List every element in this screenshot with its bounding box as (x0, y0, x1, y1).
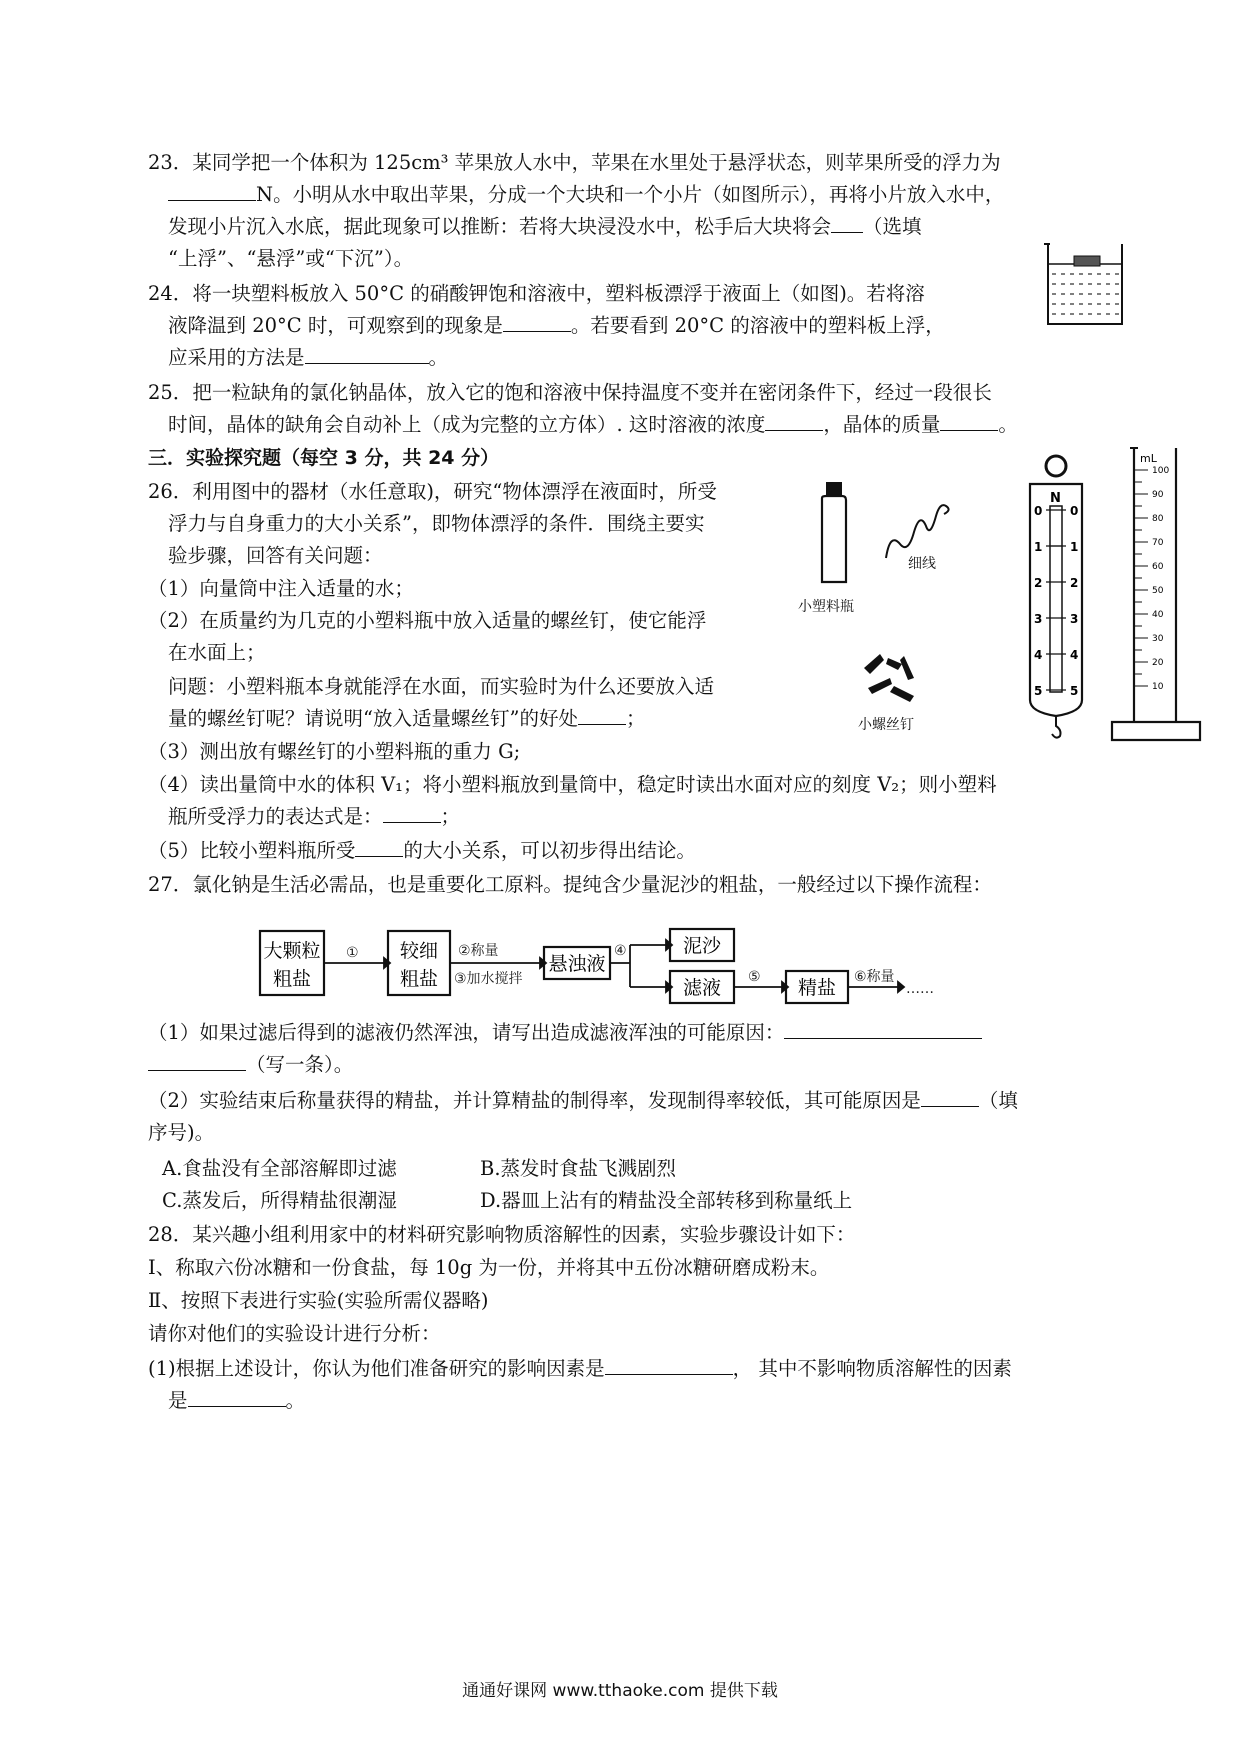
spring-tick-5: 5 (1034, 684, 1043, 698)
q26-step1: （1）向量筒中注入适量的水； (148, 577, 414, 600)
page-footer: 通通好课网 www.tthaoke.com 提供下载 (462, 1681, 778, 1701)
q27-p1b: （写一条）。 (148, 1050, 353, 1080)
q27-p2a: （2）实验结束后称量获得的精盐，并计算精盐的制得率，发现制得率较低，其可能原因是 （填 (148, 1089, 1018, 1112)
string-label: 细线 (908, 556, 936, 572)
flow-box3: 悬浊液 (548, 953, 606, 975)
q25-line1: 25．把一粒缺角的氯化钠晶体，放入它的饱和溶液中保持温度不变并在密闭条件下，经过一段很长 (148, 381, 992, 404)
cyl-tick-80: 80 (1152, 514, 1164, 524)
screws-figure (858, 648, 922, 704)
flow-box1-line2: 粗盐 (272, 968, 312, 990)
blank-big-piece[interactable] (831, 214, 863, 233)
flow-step1: ① (346, 945, 359, 961)
spring-tick-4r: 4 (1070, 648, 1079, 662)
q26-line2: 浮力与自身重力的大小关系”，即物体漂浮的条件．围绕主要实 (168, 512, 705, 535)
spring-tick-1: 1 (1034, 540, 1043, 554)
blank-turbid-reason-2[interactable] (148, 1052, 246, 1071)
q23-line1: 23．某同学把一个体积为 125cm³ 苹果放人水中，苹果在水里处于悬浮状态，则苹果所受的浮力为 (148, 151, 1001, 174)
blank-buoyancy-expression[interactable] (383, 804, 441, 823)
cyl-tick-90: 90 (1152, 490, 1164, 500)
q26-step4b: 瓶所受浮力的表达式是： ； (168, 805, 461, 828)
q26-step2a: （2）在质量约为几克的小塑料瓶中放入适量的螺丝钉，使它能浮 (148, 609, 707, 632)
spring-unit-label: N (1050, 491, 1061, 506)
spring-tick-5r: 5 (1070, 684, 1079, 698)
blank-low-yield[interactable] (921, 1088, 979, 1107)
blank-phenomenon[interactable] (503, 313, 571, 332)
q23-line4: “上浮”、“悬浮”或“下沉”）。 (168, 247, 414, 270)
blank-method[interactable] (305, 345, 429, 364)
q28-line1: 28．某兴趣小组利用家中的材料研究影响物质溶解性的因素，实验步骤设计如下： (148, 1223, 856, 1246)
flow-step6: ⑥称量 (854, 969, 895, 985)
blank-compare[interactable] (355, 838, 403, 857)
q28-line2: Ⅰ、称取六份冰糖和一份食盐，每 10g 为一份，并将其中五份冰糖研磨成粉末。 (148, 1256, 830, 1279)
cyl-tick-10: 10 (1152, 682, 1164, 692)
q28-p1-cont: 是 。 (168, 1389, 306, 1412)
blank-buoyancy[interactable] (168, 182, 256, 201)
cyl-tick-30: 30 (1152, 634, 1164, 644)
q28-line4: 请你对他们的实验设计进行分析： (148, 1322, 441, 1345)
cyl-tick-70: 70 (1152, 538, 1164, 548)
q24-line3: 应采用的方法是 。 (168, 346, 449, 369)
screws-label: 小螺丝钉 (858, 717, 914, 733)
flow-box2-line2: 粗盐 (399, 968, 439, 990)
flow-step4: ④ (614, 943, 627, 959)
spring-tick-3: 3 (1034, 612, 1043, 626)
blank-non-factor[interactable] (188, 1388, 286, 1407)
flow-ellipsis: …… (906, 981, 934, 997)
spring-tick-0: 0 (1034, 504, 1043, 518)
blank-mass[interactable] (940, 412, 998, 431)
q23-line2: N。小明从水中取出苹果，分成一个大块和一个小片（如图所示），再将小片放入水中， (168, 180, 1004, 210)
spring-tick-0r: 0 (1070, 504, 1079, 518)
q27-option-a[interactable]: A.食盐没有全部溶解即过滤 (162, 1157, 397, 1180)
flow-step3: ③加水搅拌 (454, 971, 523, 987)
cyl-tick-40: 40 (1152, 610, 1164, 620)
spring-tick-1r: 1 (1070, 540, 1079, 554)
spring-tick-2r: 2 (1070, 576, 1079, 590)
salt-purification-flowchart (258, 925, 958, 1027)
flow-step2: ②称量 (458, 943, 499, 959)
q27-option-d[interactable]: D.器皿上沾有的精盐没全部转移到称量纸上 (480, 1189, 853, 1212)
flow-box6: 精盐 (797, 977, 837, 999)
flow-box1-line1: 大颗粒 (263, 940, 321, 962)
q26-step2b: 在水面上； (168, 641, 266, 664)
q23-line3: 发现小片沉入水底，据此现象可以推断：若将大块浸没水中，松手后大块将会 （选填 (168, 215, 922, 238)
measuring-cylinder-figure (1108, 440, 1208, 752)
q27-line1: 27．氯化钠是生活必需品，也是重要化工原料。提纯含少量泥沙的粗盐，一般经过以下操作流程： (148, 873, 992, 896)
q28-p1: (1)根据上述设计，你认为他们准备研究的影响因素是 ， 其中不影响物质溶解性的因素 (148, 1357, 1012, 1380)
cyl-tick-60: 60 (1152, 562, 1164, 572)
q26-line1: 26．利用图中的器材（水任意取)，研究“物体漂浮在液面时，所受 (148, 480, 717, 503)
q24-line2: 液降温到 20°C 时，可观察到的现象是 。若要看到 20°C 的溶液中的塑料板上浮， (168, 314, 945, 337)
q27-p2b: 序号)。 (148, 1121, 215, 1144)
q25-line2: 时间，晶体的缺角会自动补上（成为完整的立方体）. 这时溶液的浓度 ，晶体的质量 。 (168, 413, 1018, 436)
q28-line3: Ⅱ、按照下表进行实验(实验所需仪器略) (148, 1289, 489, 1312)
q26-question-a: 问题：小塑料瓶本身就能浮在水面，而实验时为什么还要放入适 (168, 675, 715, 698)
spring-tick-3r: 3 (1070, 612, 1079, 626)
flow-box5: 滤液 (682, 977, 722, 999)
q24-line1: 24．将一块塑料板放入 50°C 的硝酸钾饱和溶液中，塑料板漂浮于液面上（如图)。若将溶 (148, 282, 925, 305)
q27-option-b[interactable]: B.蒸发时食盐飞溅剧烈 (480, 1157, 677, 1180)
section-3-title: 三．实验探究题（每空 3 分，共 24 分） (148, 447, 500, 469)
blank-turbid-reason-1[interactable] (784, 1020, 982, 1039)
q26-step4a: （4）读出量筒中水的体积 V₁；将小塑料瓶放到量筒中，稳定时读出水面对应的刻度 V₂；则小塑料 (148, 773, 997, 796)
spring-tick-2: 2 (1034, 576, 1043, 590)
spring-tick-4: 4 (1034, 648, 1043, 662)
blank-benefit[interactable] (578, 706, 626, 725)
q26-question-b: 量的螺丝钉呢？请说明“放入适量螺丝钉”的好处 ； (168, 707, 646, 730)
beaker-figure (1040, 236, 1130, 332)
cyl-tick-20: 20 (1152, 658, 1164, 668)
flow-box2-line1: 较细 (399, 940, 439, 962)
flow-step5: ⑤ (748, 969, 761, 985)
blank-concentration[interactable] (765, 412, 823, 431)
cyl-tick-50: 50 (1152, 586, 1164, 596)
q27-p1a: （1）如果过滤后得到的滤液仍然浑浊，请写出造成滤液浑浊的可能原因： (148, 1018, 982, 1048)
string-figure (880, 492, 960, 562)
spring-scale-figure (1020, 450, 1092, 740)
q26-line3: 验步骤，回答有关问题： (168, 544, 383, 567)
q27-option-c[interactable]: C.蒸发后，所得精盐很潮湿 (162, 1189, 397, 1212)
small-bottle-figure (808, 478, 860, 588)
cylinder-unit-label: mL (1140, 452, 1157, 465)
q26-step5: （5）比较小塑料瓶所受 的大小关系，可以初步得出结论。 (148, 839, 696, 862)
cyl-tick-100: 100 (1152, 466, 1170, 476)
small-bottle-label: 小塑料瓶 (798, 599, 854, 615)
blank-factor[interactable] (605, 1356, 733, 1375)
q26-step3: （3）测出放有螺丝钉的小塑料瓶的重力 G; (148, 740, 521, 763)
flow-box4: 泥沙 (682, 935, 722, 957)
